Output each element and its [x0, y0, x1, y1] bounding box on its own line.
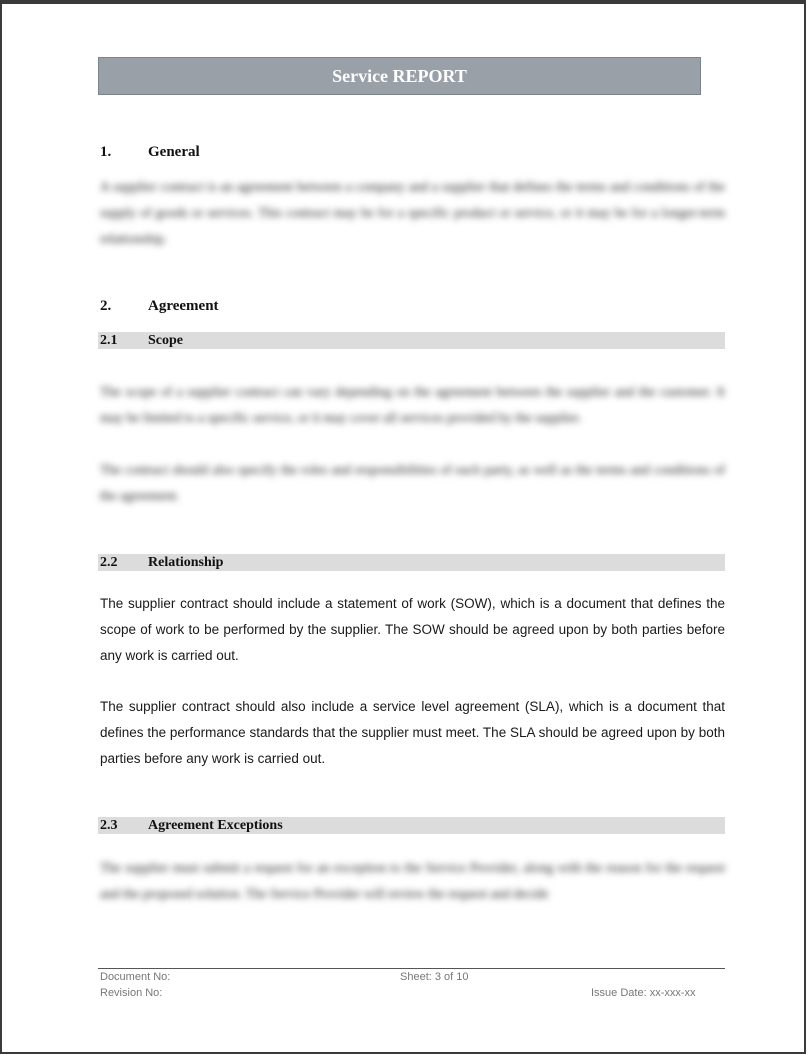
report-title-text: Service REPORT [332, 65, 467, 86]
section-title: Agreement [148, 298, 219, 314]
footer-divider [98, 968, 725, 969]
subsection-heading-scope [98, 332, 725, 349]
relationship-paragraph-1: The supplier contract should include a statement of work (SOW), which is a document that defines the scope of work to be performed by the supplier. The SOW should be agreed upon by both parties before any work is carried out. [100, 596, 725, 663]
section-number: 1. [100, 144, 112, 160]
footer-document-no: Document No: [100, 971, 171, 983]
footer-revision-no: Revision No: [100, 987, 163, 999]
section-number: 2. [100, 298, 112, 314]
section-heading-general [100, 144, 200, 161]
subsection-title: Scope [148, 333, 183, 348]
report-title [98, 57, 701, 95]
subsection-title: Relationship [148, 555, 224, 570]
subsection-number: 2.3 [100, 818, 118, 833]
scope-paragraph-1: The scope of a supplier contract can vary depending on the agreement between the supplier and the customer. It may be limited to a specific service, or it may cover all services provided by the supplier. [100, 384, 725, 425]
exceptions-paragraph: The supplier must submit a request for an exception to the Service Provider, along with the reason for the request and the proposed solution. The Service Provider will review the request and decide [100, 860, 725, 901]
relationship-paragraph-2: The supplier contract should also include a service level agreement (SLA), which is a document that defines the performance standards that the supplier must meet. The SLA should be agreed upon by both parties before any work is carried out. [100, 699, 725, 766]
scope-paragraph-2: The contract should also specify the roles and responsibilities of each party, as well as the terms and conditions of the agreement. [100, 462, 725, 503]
section-title: General [148, 144, 200, 160]
subsection-title: Agreement Exceptions [148, 818, 283, 833]
subsection-number: 2.1 [100, 333, 118, 348]
footer-sheet: Sheet: 3 of 10 [400, 971, 469, 983]
general-paragraph: A supplier contract is an agreement between a company and a supplier that defines the terms and conditions of the supply of goods or services. This contract may be for a specific product or service, or it may be for a longer-term relationship. [100, 179, 725, 246]
footer-issue-date: Issue Date: xx-xxx-xx [591, 987, 696, 999]
subsection-heading-exceptions [98, 817, 725, 834]
section-heading-agreement [100, 298, 219, 315]
subsection-heading-relationship [98, 554, 725, 571]
subsection-number: 2.2 [100, 555, 118, 570]
